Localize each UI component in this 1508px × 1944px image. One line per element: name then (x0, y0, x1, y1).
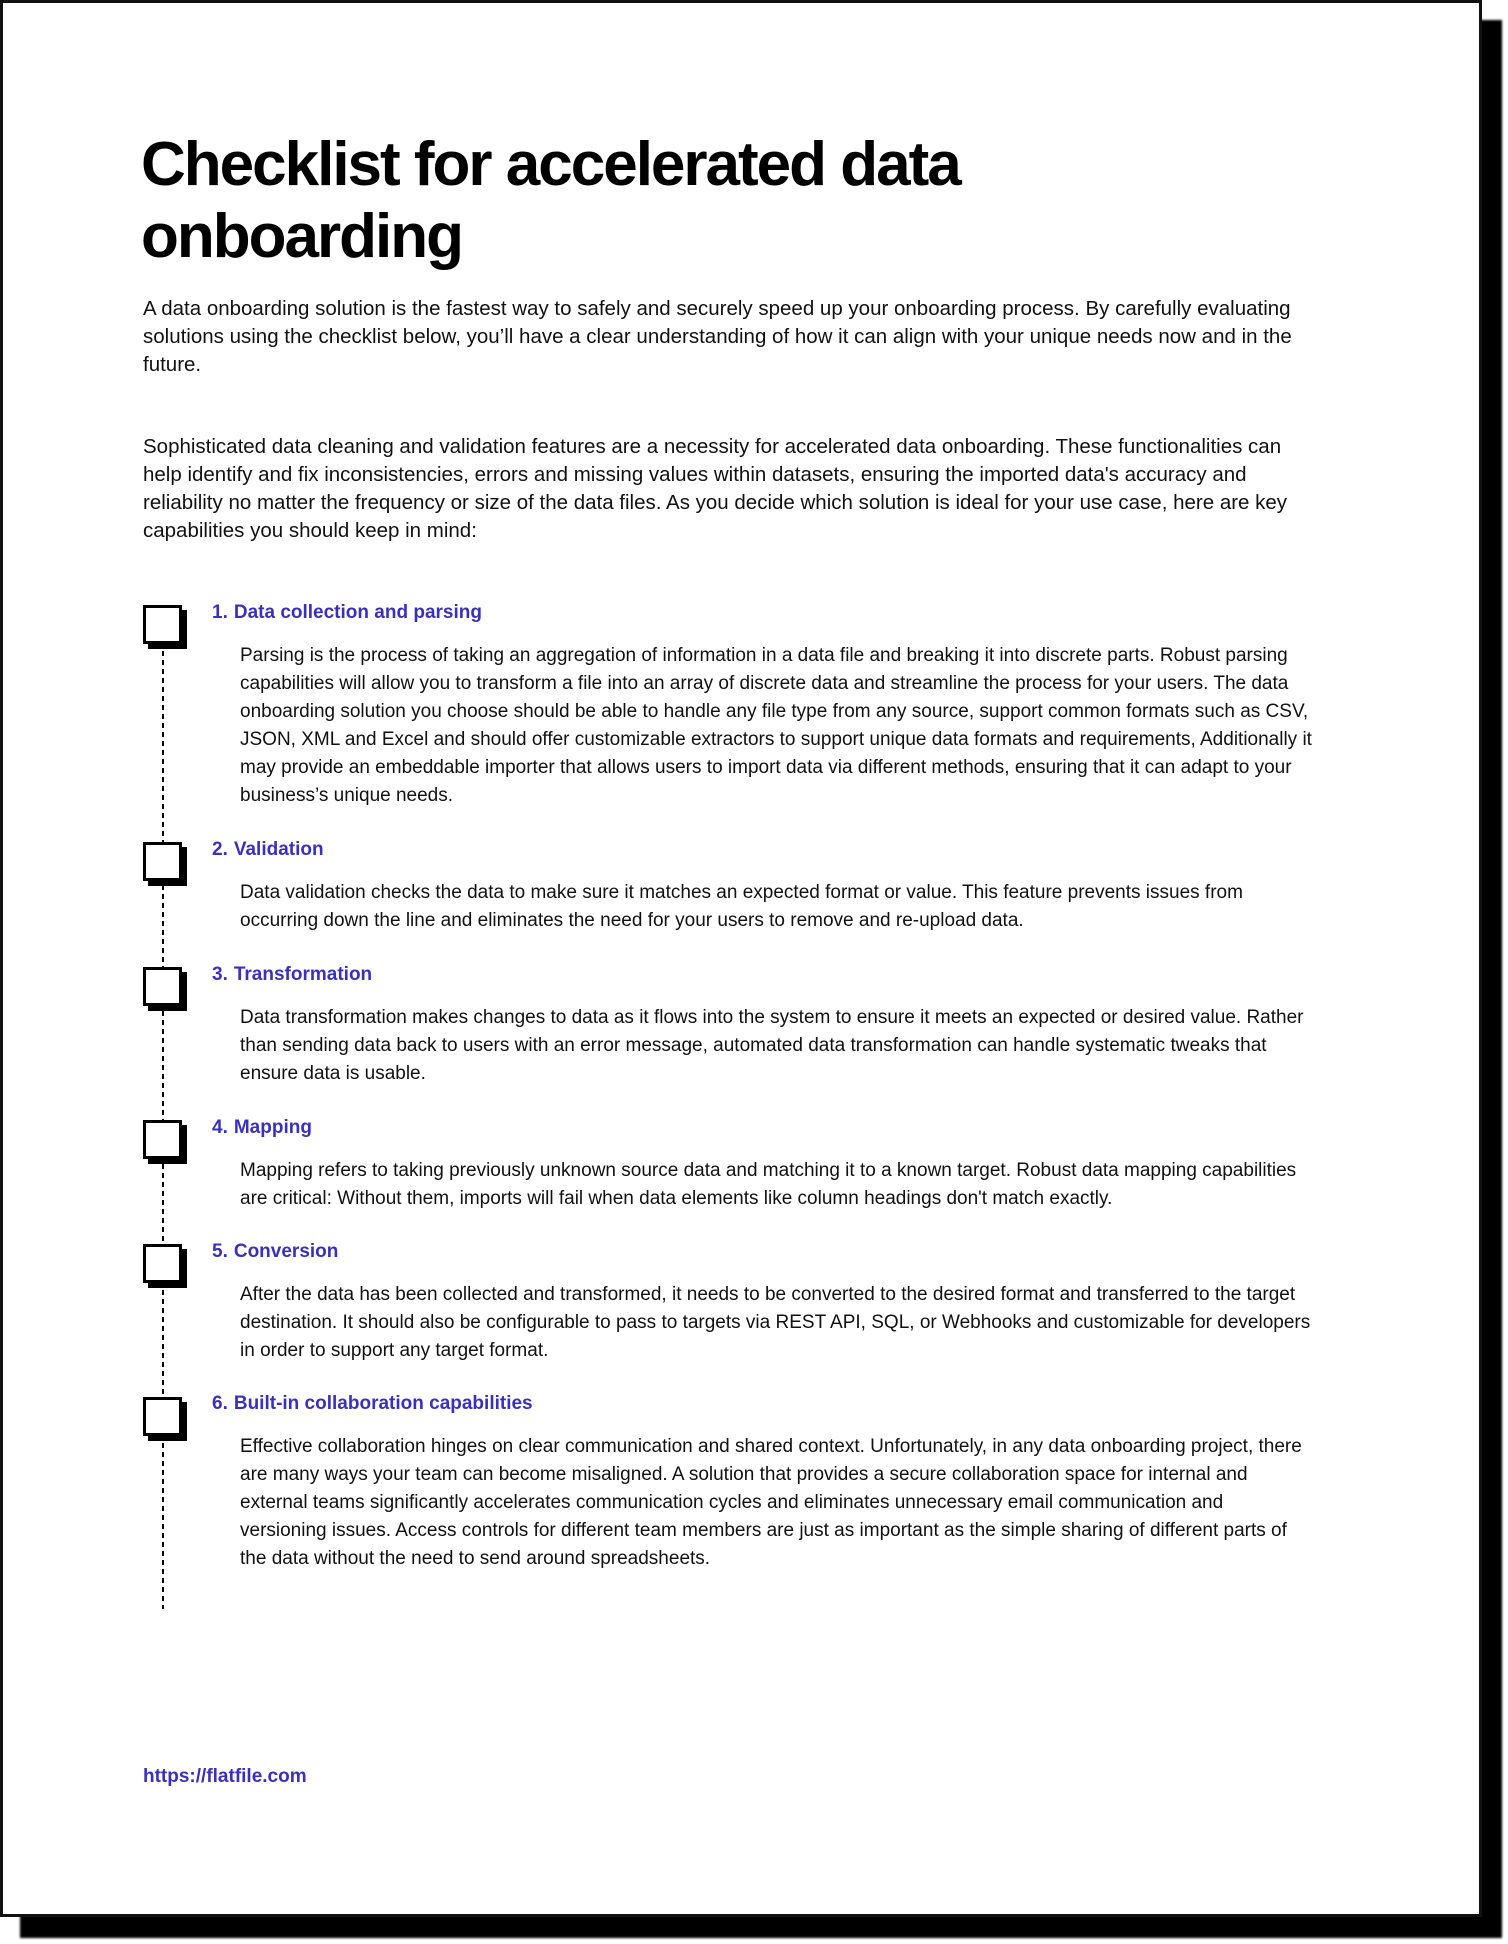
item-number: 4. (212, 1117, 228, 1138)
checklist-item-body: Data transformation makes changes to data as it flows into the system to ensure it meets an expected or desired value. Rather than sending data back to users with an error message, automated data transformation can handle systematic tweaks that ensure data is usable. (240, 1007, 1304, 1084)
checklist-item-body: After the data has been collected and transformed, it needs to be converted to the desired format and transferred to the target destination. It should also be configurable to pass to targets via REST API, SQL, or Webhooks and customizable for developers in order to support any target format. (240, 1284, 1311, 1361)
item-title: Transformation (233, 964, 373, 985)
checkbox[interactable] (143, 1120, 182, 1159)
checklist-item-heading (212, 1240, 338, 1264)
checklist-item-heading (212, 601, 482, 625)
checklist-item-heading (212, 838, 324, 862)
item-title: Mapping (233, 1117, 312, 1138)
checklist-item-heading (212, 1392, 533, 1416)
item-number: 1. (212, 602, 228, 623)
checklist-item-body: Effective collaboration hinges on clear communication and shared context. Unfortunately, in any data onboarding project, there are many ways your team can become misaligned. A solution that provides a secure collaboration space for internal and external teams significantly accelerates communication cycles and eliminates unnecessary email communication and versioning issues. Access controls for different team members are just as important as the simple sharing of different parts of the data without the need to send around spreadsheets. (240, 1436, 1302, 1569)
item-number: 2. (212, 839, 228, 860)
checkbox[interactable] (143, 967, 182, 1006)
checklist-item-heading (212, 963, 372, 987)
item-title: Built-in collaboration capabilities (233, 1393, 533, 1414)
item-number: 6. (212, 1393, 228, 1414)
checklist-item-body: Data validation checks the data to make sure it matches an expected format or value. This feature prevents issues from occurring down the line and eliminates the need for your users to remove and re-upload data. (240, 882, 1243, 931)
checkbox[interactable] (143, 605, 182, 644)
item-number: 5. (212, 1241, 228, 1262)
item-title: Validation (233, 839, 324, 860)
checkbox[interactable] (143, 842, 182, 881)
capabilities-paragraph: Sophisticated data cleaning and validation features are a necessity for accelerated data onboarding. These functionalities can help identify and fix inconsistencies, errors and missing values within datasets, ensuring the imported data's accuracy and reliability no matter the frequency or size of the data files. As you decide which solution is ideal for your use case, here are key capabilities you should keep in mind: (143, 435, 1288, 542)
checklist-item-body: Parsing is the process of taking an aggregation of information in a data file and breaking it into discrete parts. Robust parsing capabilities will allow you to transform a file into an array of discrete data and streamline the process for your users. The data onboarding solution you choose should be able to handle any file type from any source, support common formats such as CSV, JSON, XML and Excel and should offer customizable extractors to support unique data formats and requirements, Additionally it may provide an embeddable importer that allows users to import data via different methods, ensuring that it can adapt to your business’s unique needs. (240, 645, 1312, 806)
checkbox[interactable] (143, 1397, 182, 1436)
checkbox[interactable] (143, 1244, 182, 1283)
page-title: Checklist for accelerated data onboarding (141, 130, 960, 271)
checklist-item-body: Mapping refers to taking previously unknown source data and matching it to a known target. Robust data mapping capabilities are critical: Without them, imports will fail when data elements like column headings don't match exactly. (240, 1160, 1297, 1209)
item-number: 3. (212, 964, 228, 985)
footer-link[interactable]: https://flatfile.com (143, 1766, 307, 1787)
intro-paragraph: A data onboarding solution is the fastest way to safely and securely speed up your onboarding process. By carefully evaluating solutions using the checklist below, you’ll have a clear understanding of how it can align with your unique needs now and in the future. (143, 297, 1292, 376)
item-title: Data collection and parsing (233, 602, 482, 623)
item-title: Conversion (233, 1241, 339, 1262)
checklist-item-heading (212, 1116, 312, 1140)
